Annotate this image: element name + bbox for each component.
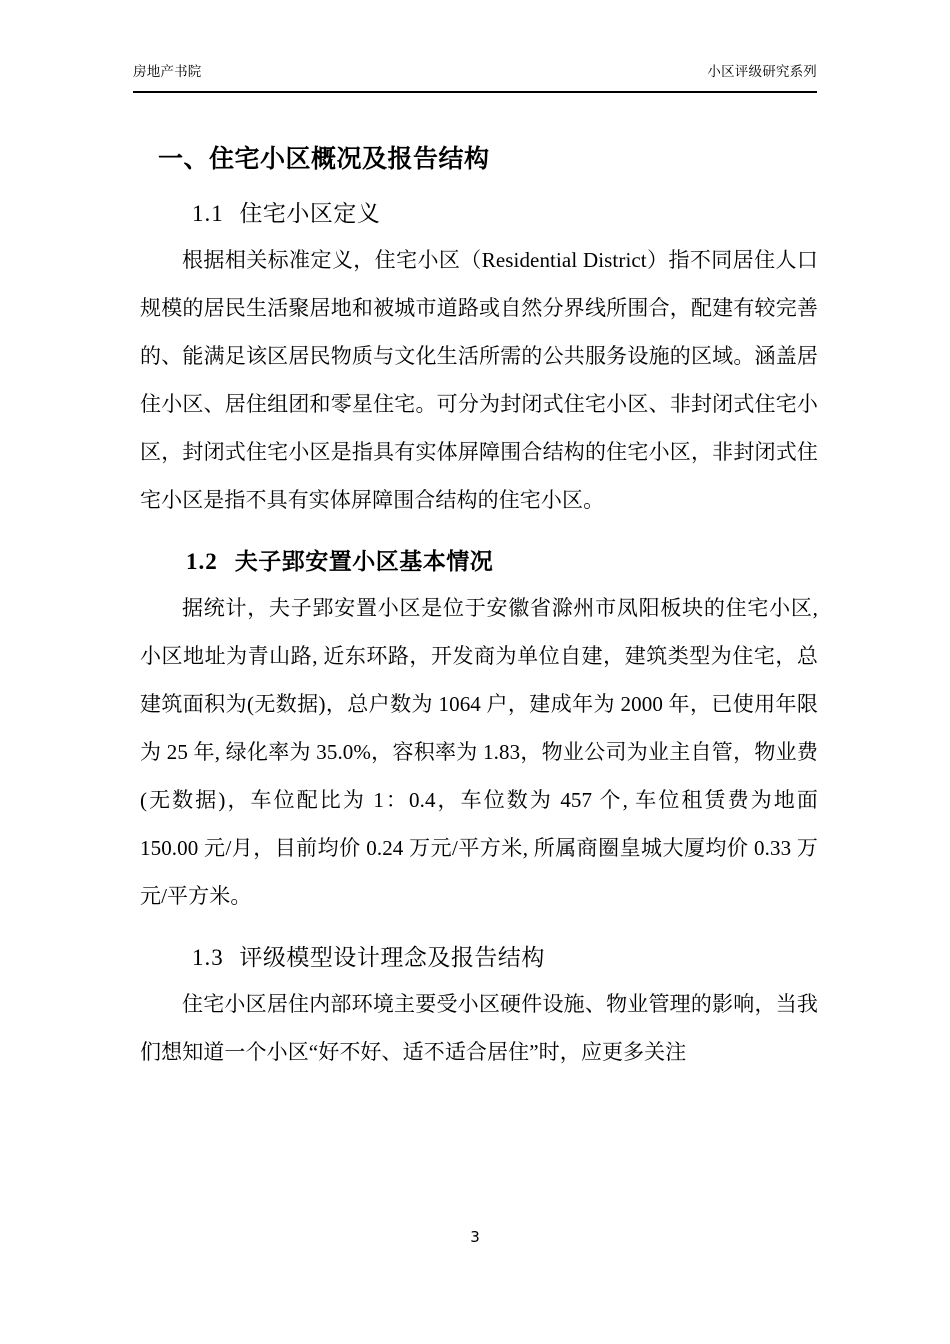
section-title-1-3: 评级模型设计理念及报告结构 (239, 944, 545, 971)
section-number-1-1: 1.1 (192, 200, 224, 226)
section-paragraph-1-1: 根据相关标准定义，住宅小区（Residential District）指不同居住人口规模的居民生活聚居地和被城市道路或自然分界线所围合，配建有较完善的、能满足该区居民物质与文化生活所需的公共服务设施的区域。涵盖居住小区、居住组团和零星住宅。可分为封闭式住宅小区、非封闭式住宅小区，封闭式住宅小区是指具有实体屏障围合结构的住宅小区，非封闭式住宅小区是指不具有实体屏障围合结构的住宅小区。 (140, 247, 818, 512)
section-heading-1-3 (192, 942, 818, 974)
section-number-1-3: 1.3 (192, 944, 224, 970)
section-heading-1-1 (192, 198, 818, 230)
header-left-text: 房地产书院 (133, 64, 202, 80)
document-body (140, 128, 818, 1076)
header-divider-rule (133, 91, 817, 93)
running-header (133, 64, 817, 80)
page-number: 3 (470, 1228, 480, 1246)
section-paragraph-1-3: 住宅小区居住内部环境主要受小区硬件设施、物业管理的影响，当我们想知道一个小区“好不好、适不适合居住”时，应更多关注 (140, 991, 818, 1064)
header-right-text: 小区评级研究系列 (707, 64, 817, 80)
section-title-1-1: 住宅小区定义 (239, 200, 381, 227)
section-number-1-2: 1.2 (186, 548, 218, 574)
page-title: 一、住宅小区概况及报告结构 (158, 144, 490, 173)
section-title-1-2: 夫子郢安置小区基本情况 (234, 548, 494, 575)
section-paragraph-1-2: 据统计，夫子郢安置小区是位于安徽省滁州市凤阳板块的住宅小区, 小区地址为青山路, 近东环路，开发商为单位自建，建筑类型为住宅，总建筑面积为(无数据)，总户数为 1064 户，建成年为 2000 年，已使用年限为 25 年, 绿化率为 35.0%，容积率为 1.83，物业公司为业主自管，物业费(无数据)，车位配比为 1：0.4，车位数为 457 个, 车位租赁费为地面 150.00 元/月，目前均价 0.24 万元/平方米, 所属商圈皇城大厦均价 0.33 万元/平方米。 (140, 595, 818, 908)
section-heading-1-2 (186, 546, 818, 578)
